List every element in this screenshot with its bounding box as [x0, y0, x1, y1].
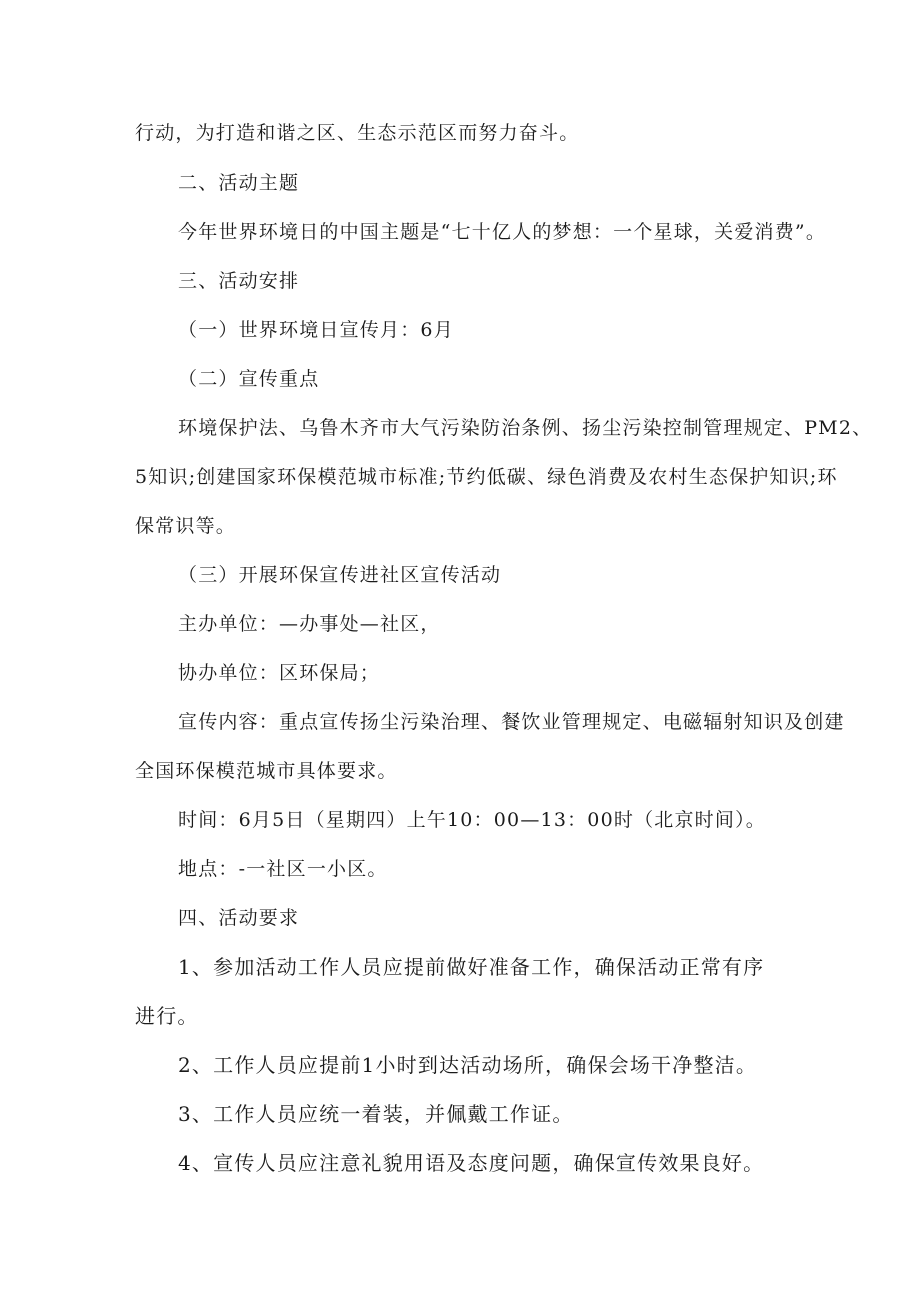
subsection-heading: （二）宣传重点 — [178, 368, 320, 390]
paragraph-line: 主办单位：—办事处—社区， — [178, 613, 441, 635]
section-heading-requirements: 四、活动要求 — [178, 907, 300, 929]
paragraph-line: 协办单位：区环保局； — [178, 662, 381, 684]
paragraph-line: 环境保护法、乌鲁木齐市大气污染防治条例、扬尘污染控制管理规定、PM2、 — [178, 417, 873, 439]
list-item-continuation: 进行。 — [135, 1004, 199, 1028]
paragraph-line: 宣传内容：重点宣传扬尘污染治理、餐饮业管理规定、电磁辐射知识及创建 — [178, 711, 845, 733]
list-item: 3、工作人员应统一着装，并佩戴工作证。 — [178, 1102, 574, 1126]
subsection-heading: （一）世界环境日宣传月：6月 — [178, 319, 454, 341]
paragraph-line: 时间：6月5日（星期四）上午10：00—13：00时（北京时间）。 — [178, 809, 766, 831]
paragraph-line: 保常识等。 — [135, 515, 237, 537]
paragraph-line: 今年世界环境日的中国主题是“七十亿人的梦想：一个星球，关爱消费”。 — [178, 221, 827, 243]
list-item: 4、宣传人员应注意礼貌用语及态度问题，确保宣传效果良好。 — [178, 1151, 765, 1175]
paragraph-line: 5知识;创建国家环保模范城市标准;节约低碳、绿色消费及农村生态保护知识;环 — [135, 466, 838, 488]
list-item: 1、参加活动工作人员应提前做好准备工作，确保活动正常有序 — [178, 955, 765, 979]
subsection-heading: （三）开展环保宣传进社区宣传活动 — [178, 564, 502, 586]
paragraph-line: 地点：-一社区一小区。 — [178, 858, 388, 880]
section-heading-arrangement: 三、活动安排 — [178, 270, 300, 292]
paragraph-line: 全国环保模范城市具体要求。 — [135, 760, 398, 782]
paragraph-line: 行动，为打造和谐之区、生态示范区而努力奋斗。 — [135, 122, 580, 144]
section-heading-theme: 二、活动主题 — [178, 172, 300, 194]
list-item: 2、工作人员应提前1小时到达活动场所，确保会场干净整洁。 — [178, 1053, 758, 1077]
